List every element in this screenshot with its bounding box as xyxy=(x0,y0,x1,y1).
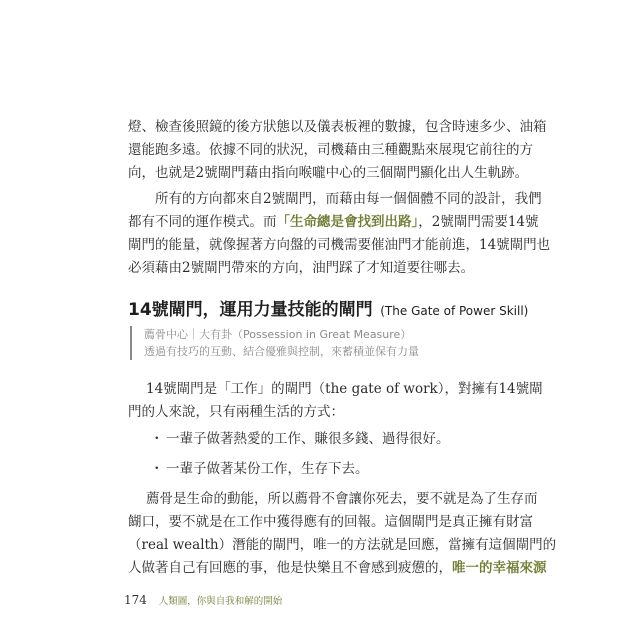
section-heading xyxy=(128,295,528,320)
bullet-dot: ・ xyxy=(150,461,164,477)
text-line: 門的人來說，只有兩種生活的方式： xyxy=(128,404,344,420)
text-line: 所有的方向都來自2號閘門，而藉由每一個個體不同的設計，我們 xyxy=(155,191,542,207)
page-footer xyxy=(124,593,282,607)
text-line: 14號閘門是「工作」的閘門（the gate of work），對擁有14號閘 xyxy=(146,381,543,397)
text-line: 薦骨是生命的動能，所以薦骨不會讓你死去，要不就是為了生存而 xyxy=(146,491,538,507)
gate-description: 透過有技巧的互動、結合優雅與控制，來蓄積並保有力量 xyxy=(144,345,419,358)
gate-info-box xyxy=(130,326,419,360)
paragraph-intro xyxy=(128,116,547,185)
bullet-item xyxy=(150,458,369,481)
bullet-dot: ・ xyxy=(150,431,164,447)
text-fragment: 人做著自己有回應的事，他是快樂且不會感到疲憊的， xyxy=(128,560,452,576)
bullet-text: 一輩子做著熱愛的工作、賺很多錢、過得很好。 xyxy=(166,431,450,447)
text-line: 燈、檢查後照鏡的後方狀態以及儀表板裡的數據，包含時速多少、油箱 xyxy=(128,119,547,135)
page-number: 174 xyxy=(124,593,147,607)
text-fragment: 都有不同的運作模式。而 xyxy=(128,214,277,230)
bullet-text: 一輩子做著某份工作，生存下去。 xyxy=(166,461,369,477)
text-line: 還能跑多遠。依據不同的狀況，司機藉由三種觀點來展現它前往的方 xyxy=(128,142,533,158)
text-line xyxy=(128,557,547,580)
text-line: 向，也就是2號閘門藉由指向喉嚨中心的三個閘門顯化出人生軌跡。 xyxy=(128,165,529,181)
text-line: 閘門的能量，就像握著方向盤的司機需要催油門才能前進，14號閘門也 xyxy=(128,237,551,253)
text-line: （real wealth）潛能的閘門，唯一的方法就是回應，當擁有這個閘門的 xyxy=(128,537,557,553)
section-heading-chinese: 14號閘門，運用力量技能的閘門 xyxy=(128,300,373,320)
paragraph-gate-of-work xyxy=(128,378,543,424)
highlight-phrase: 唯一的幸福來源 xyxy=(452,560,547,576)
text-line: 餬口，要不就是在工作中獲得應有的回報。這個閘門是真正擁有財富 xyxy=(128,514,533,530)
running-title: 人類圖，你與自我和解的開始 xyxy=(158,596,283,607)
highlight-quote: 「生命總是會找到出路」 xyxy=(276,214,419,230)
section-heading-english: (The Gate of Power Skill) xyxy=(380,304,529,318)
text-fragment: ，2號閘門需要14號 xyxy=(418,214,539,230)
text-line: 必須藉由2號閘門帶來的方向，油門踩了才知道要往哪去。 xyxy=(128,260,475,276)
bullet-item xyxy=(150,428,450,451)
paragraph-sacral xyxy=(128,488,557,580)
gate-center-hexagram: 薦骨中心｜大有卦（Possession in Great Measure） xyxy=(144,328,412,341)
text-line xyxy=(128,211,539,234)
paragraph-directions xyxy=(128,188,551,280)
